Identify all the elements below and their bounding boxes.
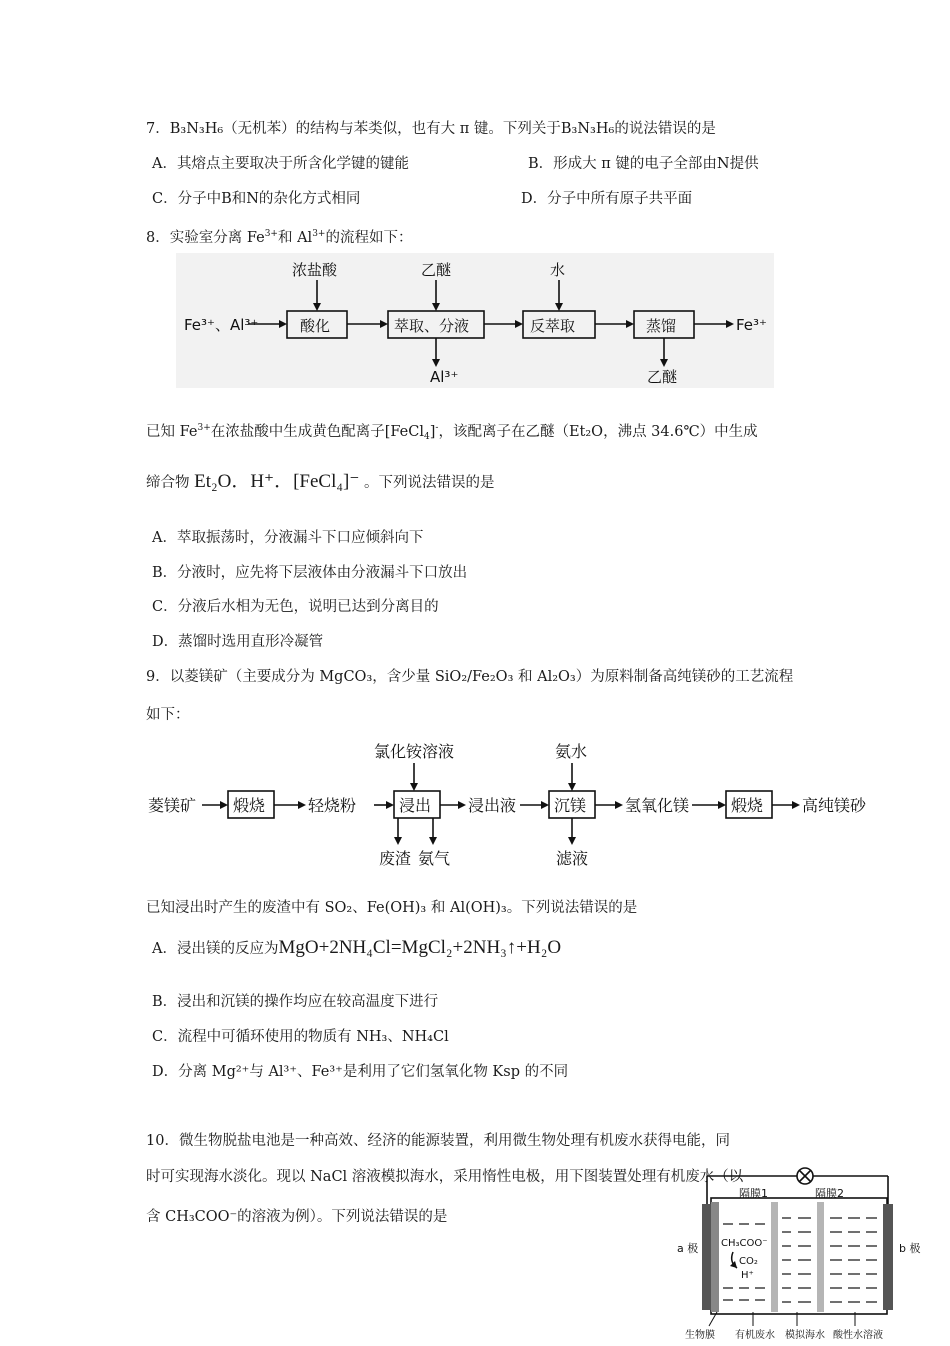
q8-reagent-hcl: 浓盐酸 [292, 261, 338, 279]
q10-organic-wastewater-label: 有机废水 [735, 1330, 775, 1341]
q9-step-precipitate: 沉镁 [554, 796, 587, 815]
q10-container [711, 1198, 887, 1314]
q8-output-ether: 乙醚 [647, 368, 678, 386]
q9-option-b: B．浸出和沉镁的操作均应在较高温度下进行 [152, 994, 439, 1010]
q10-electrode-a [702, 1204, 712, 1310]
q9-stem-line2: 如下： [146, 707, 190, 723]
q10-membrane2-label: 隔膜2 [815, 1187, 844, 1200]
q10-cell-diagram [675, 1166, 925, 1346]
q8-option-a: A．萃取振荡时，分液漏斗下口应倾斜向下 [152, 530, 424, 546]
q7-option-a: A．其熔点主要取决于所含化学键的键能 [152, 156, 409, 172]
q10-stem-line1: 10．微生物脱盐电池是一种高效、经济的能源装置，利用微生物处理有机废水获得电能，同 [146, 1133, 730, 1149]
q9-mid-leachate: 浸出液 [468, 796, 517, 815]
q7-option-b: B．形成大 π 键的电子全部由N提供 [528, 156, 759, 172]
q10-membrane1-label: 隔膜1 [739, 1187, 768, 1200]
q10-acidic-solution-label: 酸性水溶液 [833, 1330, 883, 1341]
q8-output-fe: Fe³⁺ [736, 316, 767, 334]
q9-input-ore: 菱镁矿 [148, 796, 197, 815]
q10-electrode-b [883, 1204, 893, 1310]
q8-option-b: B．分液时，应先将下层液体由分液漏斗下口放出 [152, 565, 468, 581]
q7-option-d: D．分子中所有原子共平面 [521, 191, 693, 207]
q9-step-leach: 浸出 [399, 796, 432, 815]
q10-simulated-seawater-label: 模拟海水 [785, 1330, 825, 1341]
q10-electrode-a-label: a 极 [677, 1242, 699, 1255]
diagram-background [176, 253, 774, 388]
q10-acetate-ion: CH₃COO⁻ [721, 1238, 768, 1249]
q9-out-residue: 废渣 [379, 849, 412, 868]
q9-step-calcine1: 煅烧 [233, 796, 266, 815]
q9-stem-line1: 9．以菱镁矿（主要成分为 MgCO₃，含少量 SiO₂/Fe₂O₃ 和 Al₂O₃）为原料制备高纯镁砂的工艺流程 [146, 669, 794, 685]
q10-electrode-b-label: b 极 [899, 1242, 921, 1255]
q9-out-ammonia-gas: 氨气 [418, 849, 451, 868]
q9-mid-mgoh2: 氢氧化镁 [625, 796, 690, 815]
q10-stem-line2: 时可实现海水淡化。现以 NaCl 溶液模拟海水，采用惰性电极，用下图装置处理有机废水（以 [146, 1169, 744, 1185]
q8-adduct-formula: Et₂O．H⁺．[FeCl₄]⁻ [194, 471, 360, 492]
q8-reagent-ether: 乙醚 [421, 261, 452, 279]
q8-known-line2: 缔合物 Et₂O．H⁺．[FeCl₄]⁻ 。下列说法错误的是 [146, 471, 495, 492]
q8-step-back-extract: 反萃取 [530, 317, 576, 335]
q9-mid-light-powder: 轻烧粉 [308, 796, 357, 815]
q9-option-a: A．浸出镁的反应为MgO+2NH₄Cl=MgCl₂+2NH₃↑+H₂O [152, 937, 562, 958]
q8-step-distill: 蒸馏 [646, 317, 677, 335]
q10-membrane1 [771, 1202, 778, 1312]
q9-reaction-equation: MgO+2NH₄Cl=MgCl₂+2NH₃↑+H₂O [278, 937, 562, 958]
q8-reagent-water: 水 [550, 261, 566, 279]
q8-output-al: Al³⁺ [430, 368, 459, 386]
q10-stem-line3: 含 CH₃COO⁻的溶液为例）。下列说法错误的是 [146, 1209, 448, 1225]
q9-known: 已知浸出时产生的废渣中有 SO₂、Fe(OH)₃ 和 Al(OH)₃。下列说法错误的是 [146, 900, 638, 916]
q10-co2: CO₂ [739, 1256, 758, 1267]
q9-option-d: D．分离 Mg²⁺与 Al³⁺、Fe³⁺是利用了它们氢氧化物 Ksp 的不同 [152, 1064, 569, 1080]
q9-output-magnesia: 高纯镁砂 [802, 796, 867, 815]
q7-option-c: C．分子中B和N的杂化方式相同 [152, 191, 361, 207]
q9-option-c: C．流程中可循环使用的物质有 NH₃、NH₄Cl [152, 1029, 449, 1045]
q8-step-acidify: 酸化 [300, 317, 331, 335]
q8-stem: 8．实验室分离 $Fe^{3+}$和 $Al^{3+}$的流程如下： [146, 229, 413, 246]
q9-reagent-ammonia: 氨水 [555, 742, 588, 761]
q10-membrane2 [817, 1202, 824, 1312]
q10-biofilm [711, 1202, 719, 1312]
q8-step-extract: 萃取、分液 [394, 317, 470, 335]
q10-biofilm-label: 生物膜 [685, 1330, 715, 1341]
q8-option-c: C．分液后水相为无色，说明已达到分离目的 [152, 599, 439, 615]
q10-h-ion: H⁺ [741, 1270, 754, 1281]
q8-input-label: Fe³⁺、Al³⁺ [184, 316, 259, 334]
q7-stem: 7．B₃N₃H₆（无机苯）的结构与苯类似，也有大 π 键。下列关于B₃N₃H₆的说法错误的是 [146, 121, 716, 137]
q8-known-line1: 已知 $Fe^{3+}$在浓盐酸中生成黄色配离子[FeCl$_4$]-，该配离子在乙醚（Et₂O，沸点 34.6℃）中生成 [146, 423, 758, 442]
q9-flow-diagram [146, 735, 896, 875]
q9-step-calcine2: 煅烧 [731, 796, 764, 815]
q8-option-d: D．蒸馏时选用直形冷凝管 [152, 634, 324, 650]
q9-reagent-nh4cl: 氯化铵溶液 [374, 742, 455, 761]
q8-flow-diagram [176, 253, 774, 388]
q9-out-filtrate: 滤液 [556, 849, 589, 868]
